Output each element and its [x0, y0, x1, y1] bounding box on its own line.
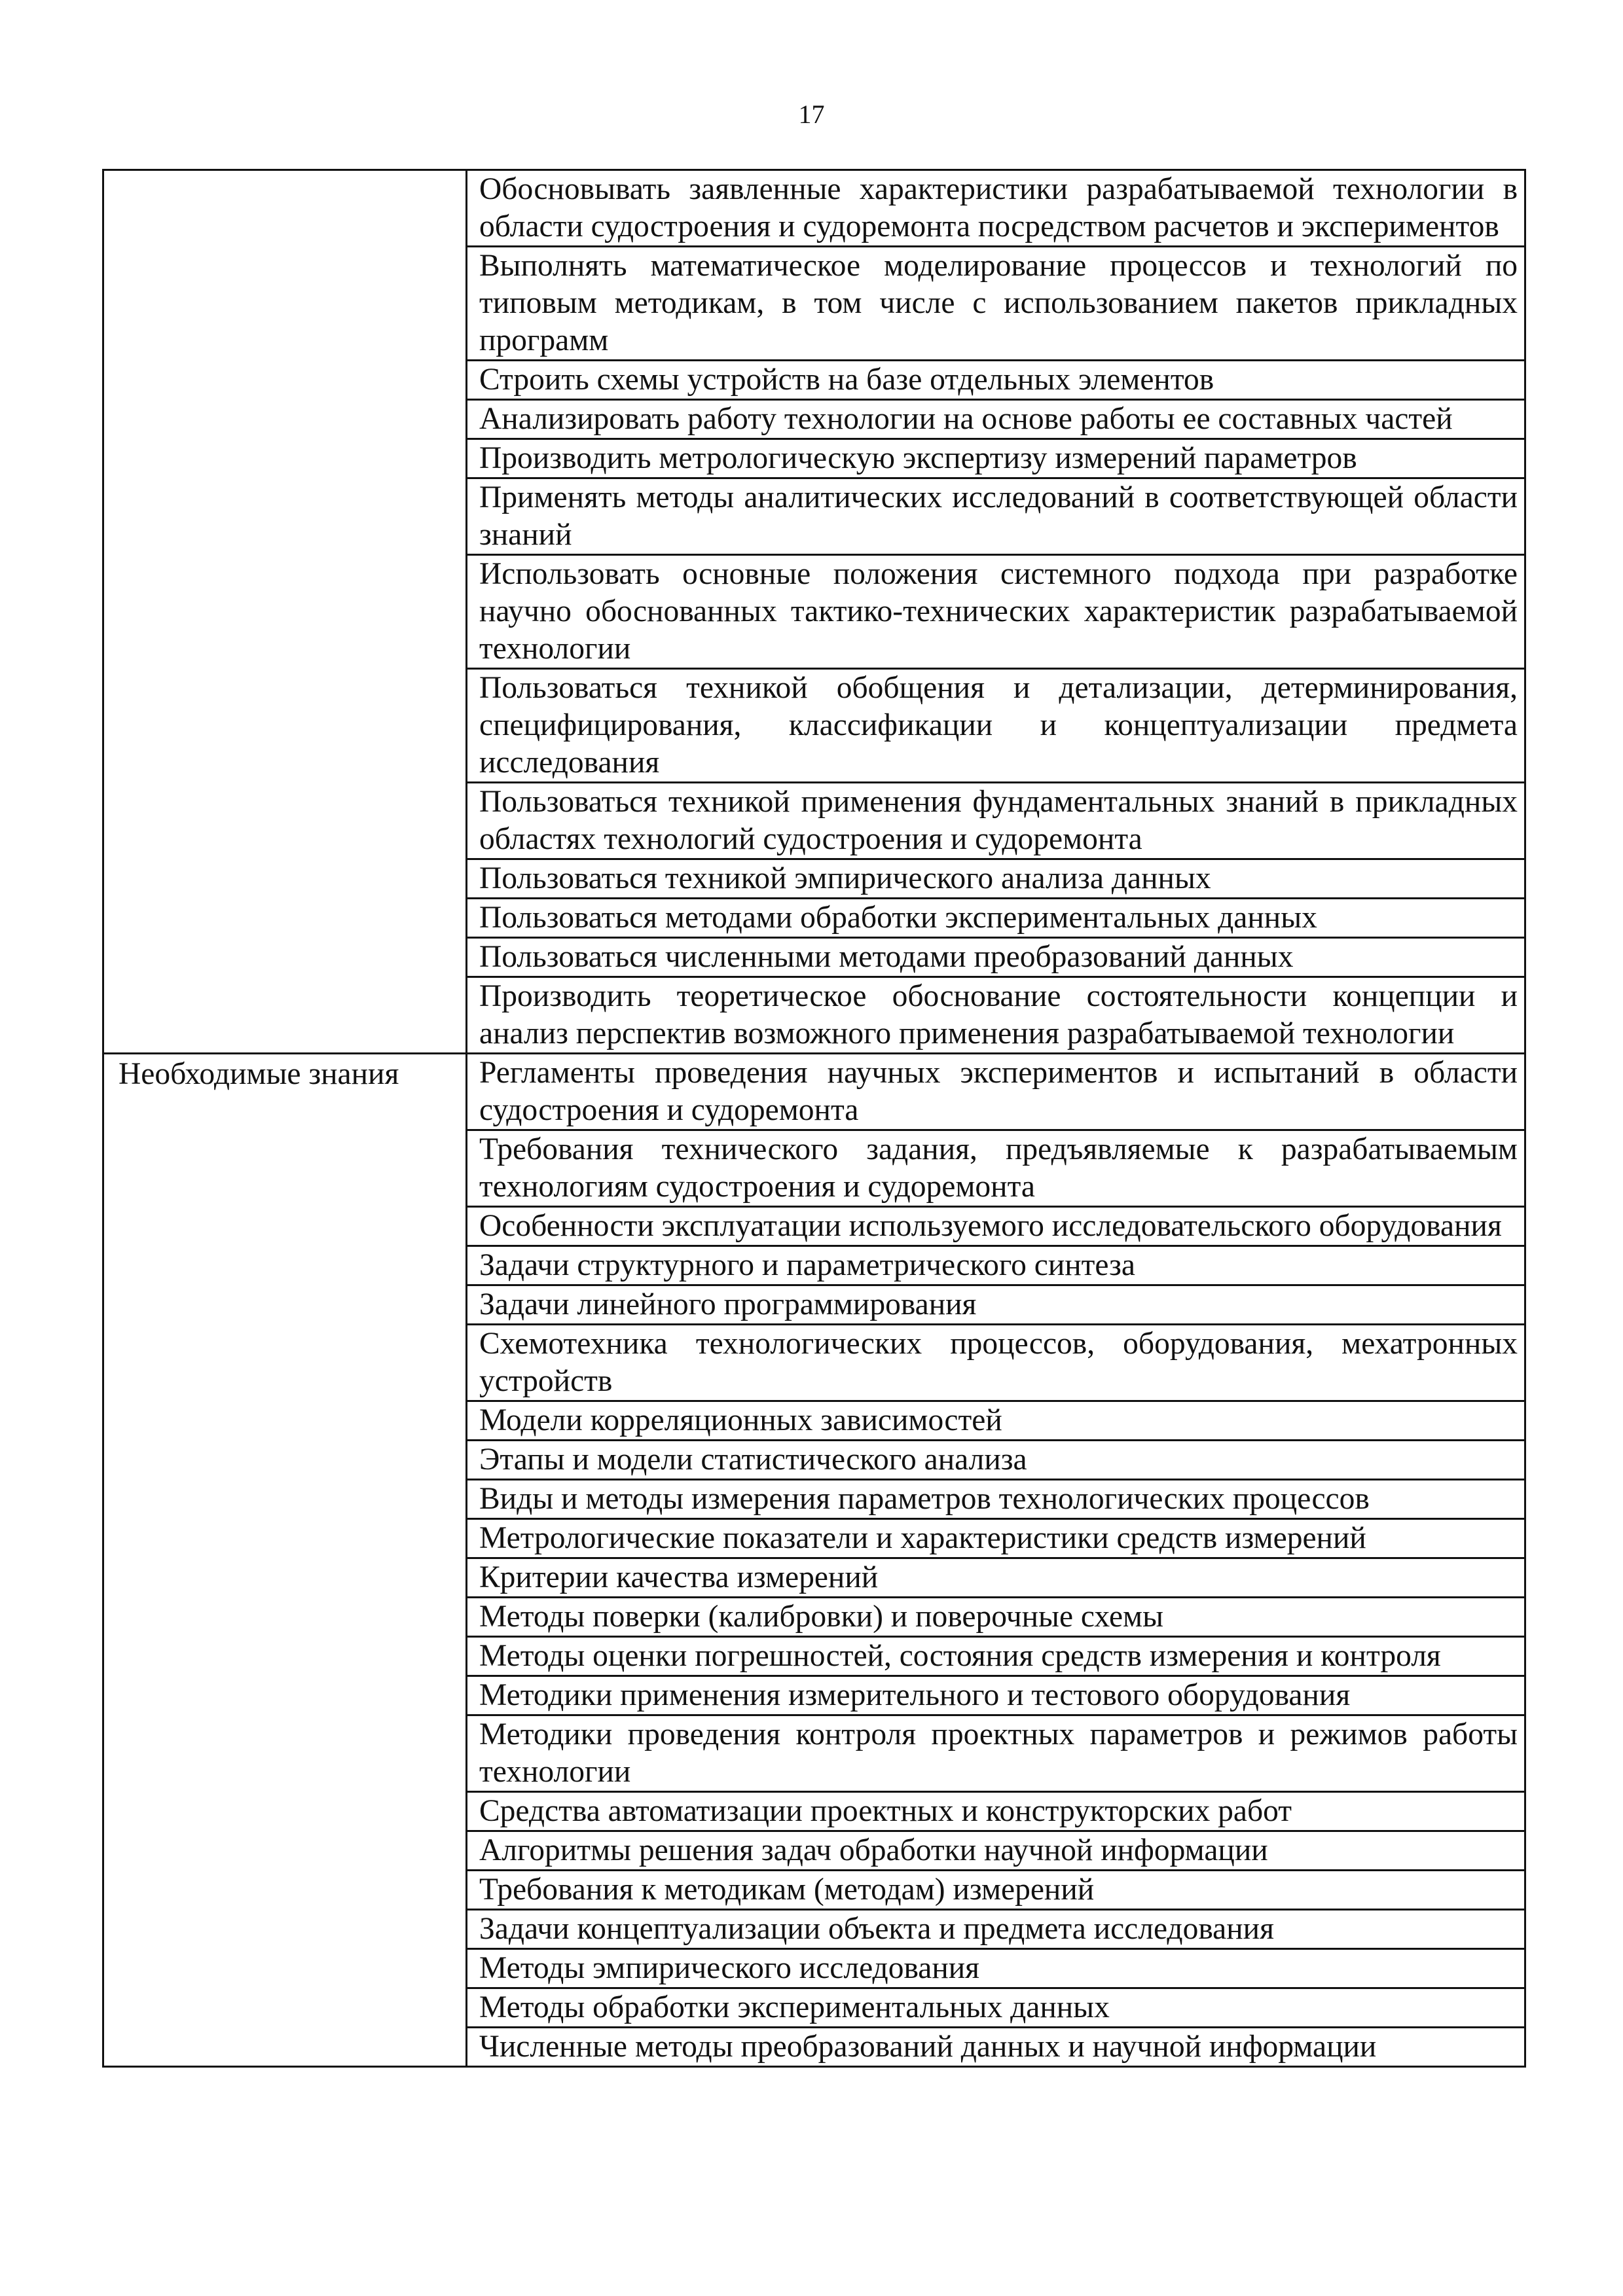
- knowledge-item: Методики проведения контроля проектных параметров и режимов работы технологии: [467, 1715, 1525, 1792]
- knowledge-item: Требования к методикам (методам) измерений: [467, 1871, 1525, 1910]
- skill-item: Выполнять математическое моделирование процессов и технологий по типовым методикам, в том числе с использованием пакетов прикладных программ: [467, 247, 1525, 361]
- knowledge-label-cell: Необходимые знания: [103, 1054, 467, 2067]
- skills-label-cell: [103, 170, 467, 1054]
- skill-item: Пользоваться численными методами преобразований данных: [467, 938, 1525, 977]
- skill-item: Пользоваться техникой обобщения и детализации, детерминирования, специфицирования, классификации и концептуализации предмета исследования: [467, 669, 1525, 783]
- knowledge-item: Задачи концептуализации объекта и предмета исследования: [467, 1910, 1525, 1949]
- skill-item: Обосновывать заявленные характеристики разрабатываемой технологии в области судостроения и судоремонта посредством расчетов и экспериментов: [467, 170, 1525, 247]
- skill-item: Строить схемы устройств на базе отдельных элементов: [467, 361, 1525, 400]
- table-row: [103, 1054, 1525, 1130]
- skill-item: Анализировать работу технологии на основе работы ее составных частей: [467, 400, 1525, 439]
- knowledge-item: Методы поверки (калибровки) и поверочные схемы: [467, 1598, 1525, 1637]
- knowledge-item: Методики применения измерительного и тестового оборудования: [467, 1676, 1525, 1715]
- knowledge-item: Особенности эксплуатации используемого исследовательского оборудования: [467, 1207, 1525, 1246]
- skill-item: Использовать основные положения системного подхода при разработке научно обоснованных тактико-технических характеристик разрабатываемой технологии: [467, 555, 1525, 669]
- knowledge-item: Регламенты проведения научных экспериментов и испытаний в области судостроения и судоремонта: [467, 1054, 1525, 1130]
- knowledge-item: Задачи структурного и параметрического синтеза: [467, 1246, 1525, 1285]
- knowledge-item: Модели корреляционных зависимостей: [467, 1401, 1525, 1441]
- skill-item: Производить метрологическую экспертизу измерений параметров: [467, 439, 1525, 478]
- knowledge-item: Методы оценки погрешностей, состояния средств измерения и контроля: [467, 1637, 1525, 1676]
- knowledge-item: Методы обработки экспериментальных данных: [467, 1988, 1525, 2028]
- knowledge-item: Схемотехника технологических процессов, оборудования, мехатронных устройств: [467, 1325, 1525, 1401]
- knowledge-item: Средства автоматизации проектных и конструкторских работ: [467, 1792, 1525, 1831]
- skill-item: Пользоваться техникой эмпирического анализа данных: [467, 859, 1525, 899]
- knowledge-item: Алгоритмы решения задач обработки научной информации: [467, 1831, 1525, 1871]
- knowledge-item: Метрологические показатели и характеристики средств измерений: [467, 1519, 1525, 1558]
- knowledge-item: Задачи линейного программирования: [467, 1285, 1525, 1325]
- knowledge-item: Критерии качества измерений: [467, 1558, 1525, 1598]
- knowledge-item: Численные методы преобразований данных и научной информации: [467, 2028, 1525, 2067]
- page-number: 17: [798, 99, 825, 129]
- knowledge-item: Этапы и модели статистического анализа: [467, 1441, 1525, 1480]
- knowledge-item: Требования технического задания, предъявляемые к разрабатываемым технологиям судостроения и судоремонта: [467, 1130, 1525, 1207]
- requirements-table: [102, 169, 1526, 2068]
- skill-item: Пользоваться методами обработки экспериментальных данных: [467, 899, 1525, 938]
- knowledge-item: Методы эмпирического исследования: [467, 1949, 1525, 1988]
- skill-item: Производить теоретическое обоснование состоятельности концепции и анализ перспектив возможного применения разрабатываемой технологии: [467, 977, 1525, 1054]
- table-body: [103, 170, 1525, 2067]
- skill-item: Применять методы аналитических исследований в соответствующей области знаний: [467, 478, 1525, 555]
- skill-item: Пользоваться техникой применения фундаментальных знаний в прикладных областях технологий судостроения и судоремонта: [467, 783, 1525, 859]
- table-row: [103, 170, 1525, 247]
- knowledge-item: Виды и методы измерения параметров технологических процессов: [467, 1480, 1525, 1519]
